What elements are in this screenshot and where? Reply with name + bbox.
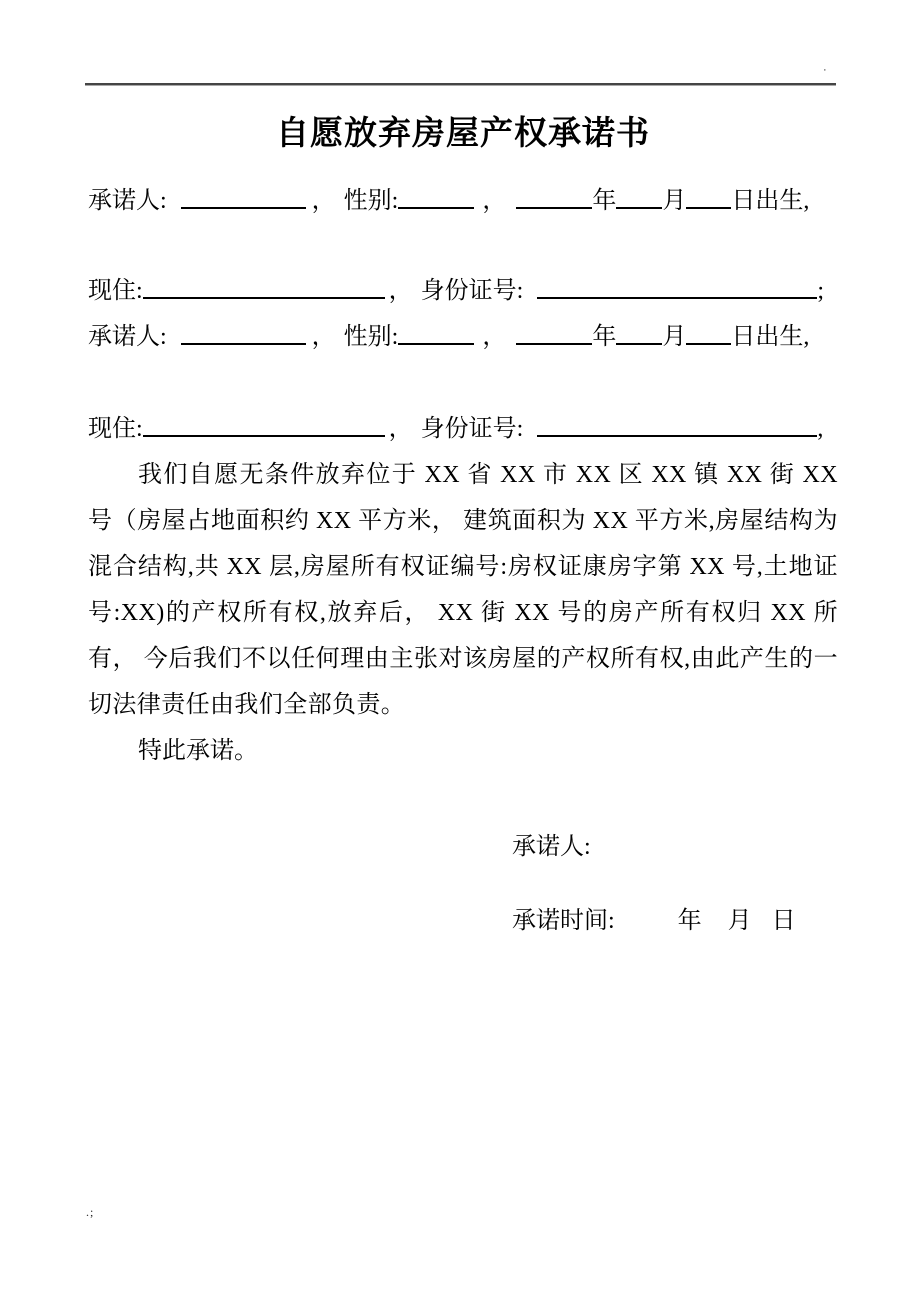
name-blank	[181, 207, 306, 209]
address-blank	[143, 297, 385, 299]
promisor-line-2	[88, 314, 838, 360]
corner-mark: ·	[823, 64, 827, 76]
address-label: 现住:	[88, 416, 143, 442]
year-label: 年	[592, 324, 617, 350]
year-label: 年	[592, 188, 617, 214]
residence-line-2	[88, 406, 838, 452]
day-blank	[686, 207, 731, 209]
year-blank	[516, 343, 592, 345]
line-tail-semicolon: ;	[817, 278, 825, 304]
gender-label: 性别:	[343, 188, 399, 214]
id-number-blank	[537, 297, 817, 299]
birth-suffix: 日出生,	[731, 188, 810, 214]
month-label: 月	[662, 188, 687, 214]
signer-label: 承诺人:	[512, 834, 591, 860]
gender-blank	[398, 343, 474, 345]
signature-signer-line	[512, 824, 838, 877]
separator-comma: ，	[388, 416, 413, 442]
document-title: 自愿放弃房屋产权承诺书	[276, 114, 650, 151]
footer-mark: .;	[86, 1205, 95, 1219]
residence-line-1	[88, 268, 838, 314]
signature-date-line	[512, 898, 838, 951]
promisor-name-label: 承诺人:	[88, 324, 167, 350]
gender-label: 性别:	[343, 324, 399, 350]
address-blank	[143, 435, 385, 437]
gender-blank	[398, 207, 474, 209]
separator-comma: ，	[482, 188, 507, 214]
time-label: 承诺时间:	[512, 908, 615, 934]
year-blank	[516, 207, 592, 209]
id-number-blank	[537, 435, 817, 437]
date-year-label: 年	[677, 908, 702, 934]
promisor-name-label: 承诺人:	[88, 188, 167, 214]
month-label: 月	[662, 324, 687, 350]
document-content	[88, 0, 838, 951]
date-month-label: 月	[727, 908, 752, 934]
line-tail-comma: ,	[817, 416, 824, 442]
day-blank	[686, 343, 731, 345]
separator-comma: ，	[311, 324, 336, 350]
month-blank	[616, 343, 662, 345]
separator-comma: ，	[482, 324, 507, 350]
promisor-line-1	[88, 178, 838, 224]
address-label: 现住:	[88, 278, 143, 304]
id-number-label: 身份证号:	[420, 416, 524, 442]
month-blank	[616, 207, 662, 209]
separator-comma: ，	[388, 278, 413, 304]
name-blank	[181, 343, 306, 345]
separator-comma: ，	[311, 188, 336, 214]
date-day-label: 日	[771, 908, 796, 934]
closing-statement: 特此承诺。	[138, 738, 258, 764]
id-number-label: 身份证号:	[420, 278, 524, 304]
birth-suffix: 日出生,	[731, 324, 810, 350]
waiver-paragraph: 我们自愿无条件放弃位于 XX 省 XX 市 XX 区 XX 镇 XX 街 XX 号（房屋占地面积约 XX 平方米， 建筑面积为 XX 平方米,房屋结构为混合结构,共 XX 层,房屋所有权证编号:房权证康房字第 XX 号,土地证号:XX)的产权所有权,放弃后， XX 街 XX 号的房产所有权归 XX 所有， 今后我们不以任何理由主张对该房屋的产权所有权,由此产生的一切法律责任由我们全部负责。	[88, 462, 838, 718]
